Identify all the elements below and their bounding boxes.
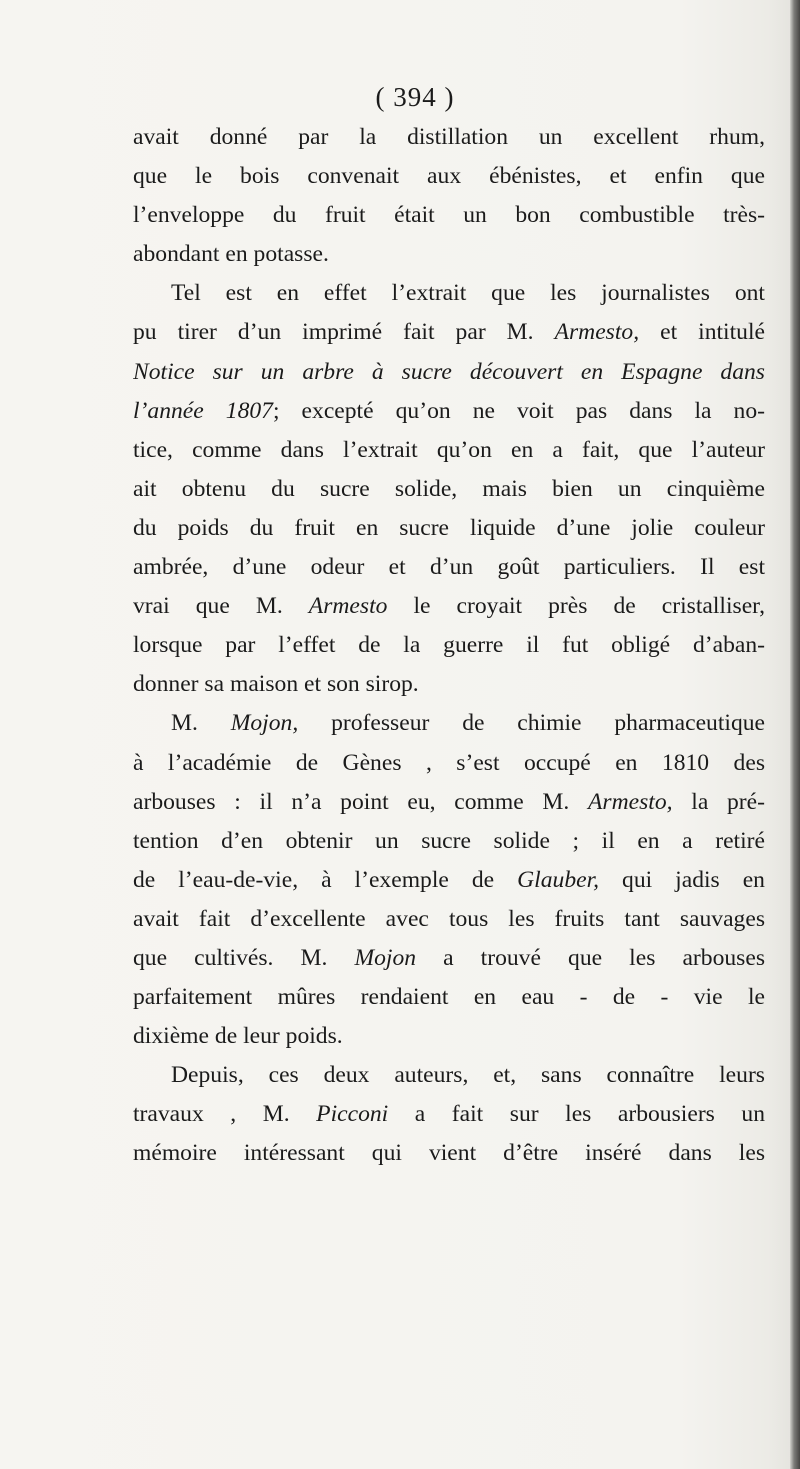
text-line — [133, 235, 765, 274]
text-run: la pré- — [672, 788, 765, 815]
text-line — [133, 626, 765, 665]
text-run: avait fait d’excellente avec tous les fruits tant sauvages — [133, 905, 765, 932]
text-run: à l’académie de Gènes , s’est occupé en 1810 des — [133, 749, 765, 776]
page-number: ( 394 ) — [375, 82, 455, 112]
text-run: vrai que M. — [133, 593, 309, 620]
italic-text: Mojon, — [230, 710, 299, 737]
text-run: tention d’en obtenir un sucre solide ; il en a retiré — [133, 827, 765, 854]
text-run: avait donné par la distillation un excellent rhum, — [133, 124, 765, 150]
text-run: que le bois convenait aux ébénistes, et enfin que — [133, 163, 765, 190]
text-run: mémoire intéressant qui vient d’être inséré dans les — [133, 1140, 765, 1167]
text-run: dixième de leur poids. — [133, 1023, 343, 1050]
text-run: arbouses : il n’a point eu, comme M. — [133, 788, 589, 815]
text-run: ambrée, d’une odeur et d’un goût particuliers. Il est — [133, 554, 765, 581]
text-line — [133, 196, 765, 235]
italic-text: Notice sur un arbre à sucre découvert en Espagne dans — [133, 358, 765, 385]
text-line — [133, 470, 765, 509]
text-line — [133, 392, 765, 431]
text-line — [133, 744, 765, 783]
body-text — [133, 118, 765, 1174]
text-run: parfaitement mûres rendaient en eau - de - vie le — [133, 984, 765, 1011]
italic-text: Mojon — [354, 944, 417, 971]
text-line — [133, 353, 765, 392]
italic-text: Armesto, — [588, 788, 673, 815]
text-line — [133, 939, 765, 978]
text-line — [133, 704, 765, 743]
text-run: de l’eau-de-vie, à l’exemple de — [133, 866, 518, 893]
italic-text: Armesto, — [554, 319, 640, 346]
text-run: lorsque par l’effet de la guerre il fut obligé d’aban- — [133, 632, 765, 659]
text-line — [133, 861, 765, 900]
text-line — [133, 274, 765, 313]
italic-text: Picconi — [316, 1101, 389, 1128]
text-line — [133, 822, 765, 861]
text-run: professeur de chimie pharmaceutique — [298, 710, 765, 737]
text-run: du poids du fruit en sucre liquide d’une jolie couleur — [133, 514, 765, 541]
text-run: abondant en potasse. — [133, 241, 329, 268]
text-line — [133, 548, 765, 587]
text-line — [133, 978, 765, 1017]
text-run: tice, comme dans l’extrait qu’on en a fait, que l’auteur — [133, 436, 765, 463]
text-run: M. — [171, 710, 231, 737]
text-line — [133, 1095, 765, 1134]
page-edge-shadow — [790, 0, 800, 1469]
text-run: l’enveloppe du fruit était un bon combustible très- — [133, 202, 765, 229]
text-line — [133, 157, 765, 196]
text-line — [133, 118, 765, 157]
text-line — [133, 1017, 765, 1056]
text-run: donner sa maison et son sirop. — [133, 671, 419, 698]
text-line — [133, 587, 765, 626]
text-line — [133, 1134, 765, 1173]
text-run: Depuis, ces deux auteurs, et, sans connaître leurs — [171, 1062, 765, 1089]
text-line — [133, 665, 765, 704]
text-run: a trouvé que les arbouses — [416, 944, 765, 971]
italic-text: l’année 1807 — [133, 397, 273, 424]
text-line — [133, 900, 765, 939]
text-run: travaux , M. — [133, 1101, 317, 1128]
text-run: le croyait près de cristalliser, — [387, 593, 765, 620]
text-run: et intitulé — [639, 319, 765, 346]
text-run: Tel est en effet l’extrait que les journalistes ont — [171, 280, 765, 307]
text-line — [133, 783, 765, 822]
text-line — [133, 313, 765, 352]
text-run: que cultivés. M. — [133, 944, 355, 971]
italic-text: Glauber, — [517, 866, 600, 893]
text-run: a fait sur les arbousiers un — [388, 1101, 765, 1128]
italic-text: Armesto — [308, 593, 388, 620]
text-run: ait obtenu du sucre solide, mais bien un cinquième — [133, 475, 765, 502]
text-run: qui jadis en — [599, 866, 765, 893]
text-run: pu tirer d’un imprimé fait par M. — [133, 319, 555, 346]
text-run: ; excepté qu’on ne voit pas dans la no- — [272, 397, 765, 424]
text-line — [133, 1056, 765, 1095]
text-line — [133, 509, 765, 548]
text-line — [133, 431, 765, 470]
